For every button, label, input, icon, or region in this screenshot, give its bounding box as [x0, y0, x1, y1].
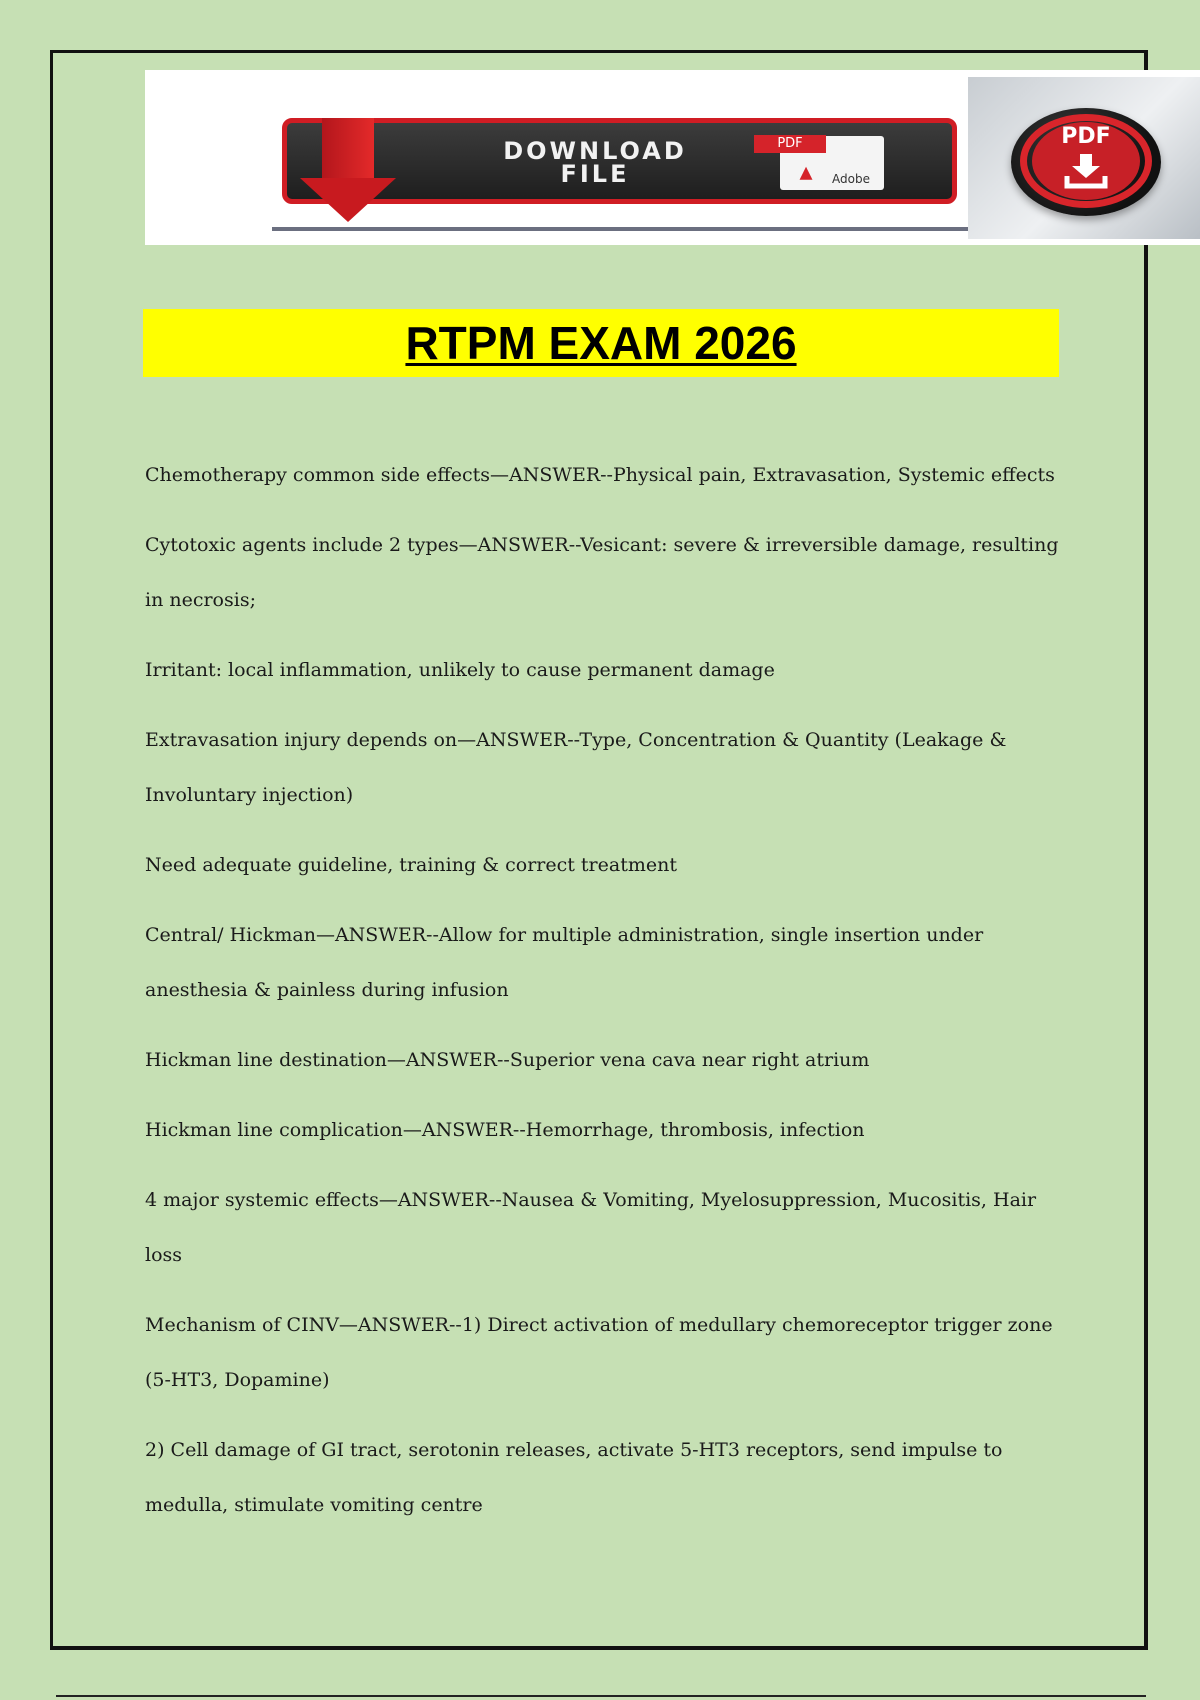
banner-divider — [272, 227, 972, 231]
page-title: RTPM EXAM 2026 — [405, 317, 797, 369]
qa-item: Irritant: local inflammation, unlikely to cause permanent damage — [145, 659, 775, 681]
download-label-line2: FILE — [560, 160, 630, 188]
qa-list — [145, 448, 1070, 1548]
qa-item: Extravasation injury depends on—ANSWER--Type, Concentration & Quantity (Leakage & Involuntary injection) — [145, 729, 1007, 806]
bottom-rule — [56, 1695, 1146, 1697]
adobe-logo-icon: ▴ — [799, 157, 813, 187]
download-label — [440, 137, 750, 188]
qa-item: Need adequate guideline, training & correct treatment — [145, 854, 677, 876]
qa-item: Cytotoxic agents include 2 types—ANSWER--Vesicant: severe & irreversible damage, resulting in necrosis; — [145, 534, 1059, 611]
qa-item: Hickman line destination—ANSWER--Superior vena cava near right atrium — [145, 1049, 870, 1071]
pdf-tag: PDF — [754, 135, 826, 153]
download-arrow-head-icon — [300, 178, 396, 222]
download-tray-icon — [1063, 152, 1109, 192]
qa-item: Hickman line complication—ANSWER--Hemorrhage, thrombosis, infection — [145, 1119, 865, 1141]
qa-item: 2) Cell damage of GI tract, serotonin releases, activate 5-HT3 receptors, send impulse to medulla, stimulate vomiting centre — [145, 1439, 1003, 1516]
pdf-badge-label: PDF — [1061, 124, 1111, 149]
adobe-label: Adobe — [832, 172, 870, 186]
qa-item: Chemotherapy common side effects—ANSWER--Physical pain, Extravasation, Systemic effects — [145, 464, 1055, 486]
qa-item: Mechanism of CINV—ANSWER--1) Direct activation of medullary chemoreceptor trigger zone (5-HT3, Dopamine) — [145, 1314, 1053, 1391]
download-label-line1: DOWNLOAD — [503, 137, 687, 165]
qa-item: 4 major systemic effects—ANSWER--Nausea & Vomiting, Myelosuppression, Mucositis, Hair loss — [145, 1189, 1037, 1266]
qa-item: Central/ Hickman—ANSWER--Allow for multiple administration, single insertion under anesthesia & painless during infusion — [145, 924, 984, 1001]
